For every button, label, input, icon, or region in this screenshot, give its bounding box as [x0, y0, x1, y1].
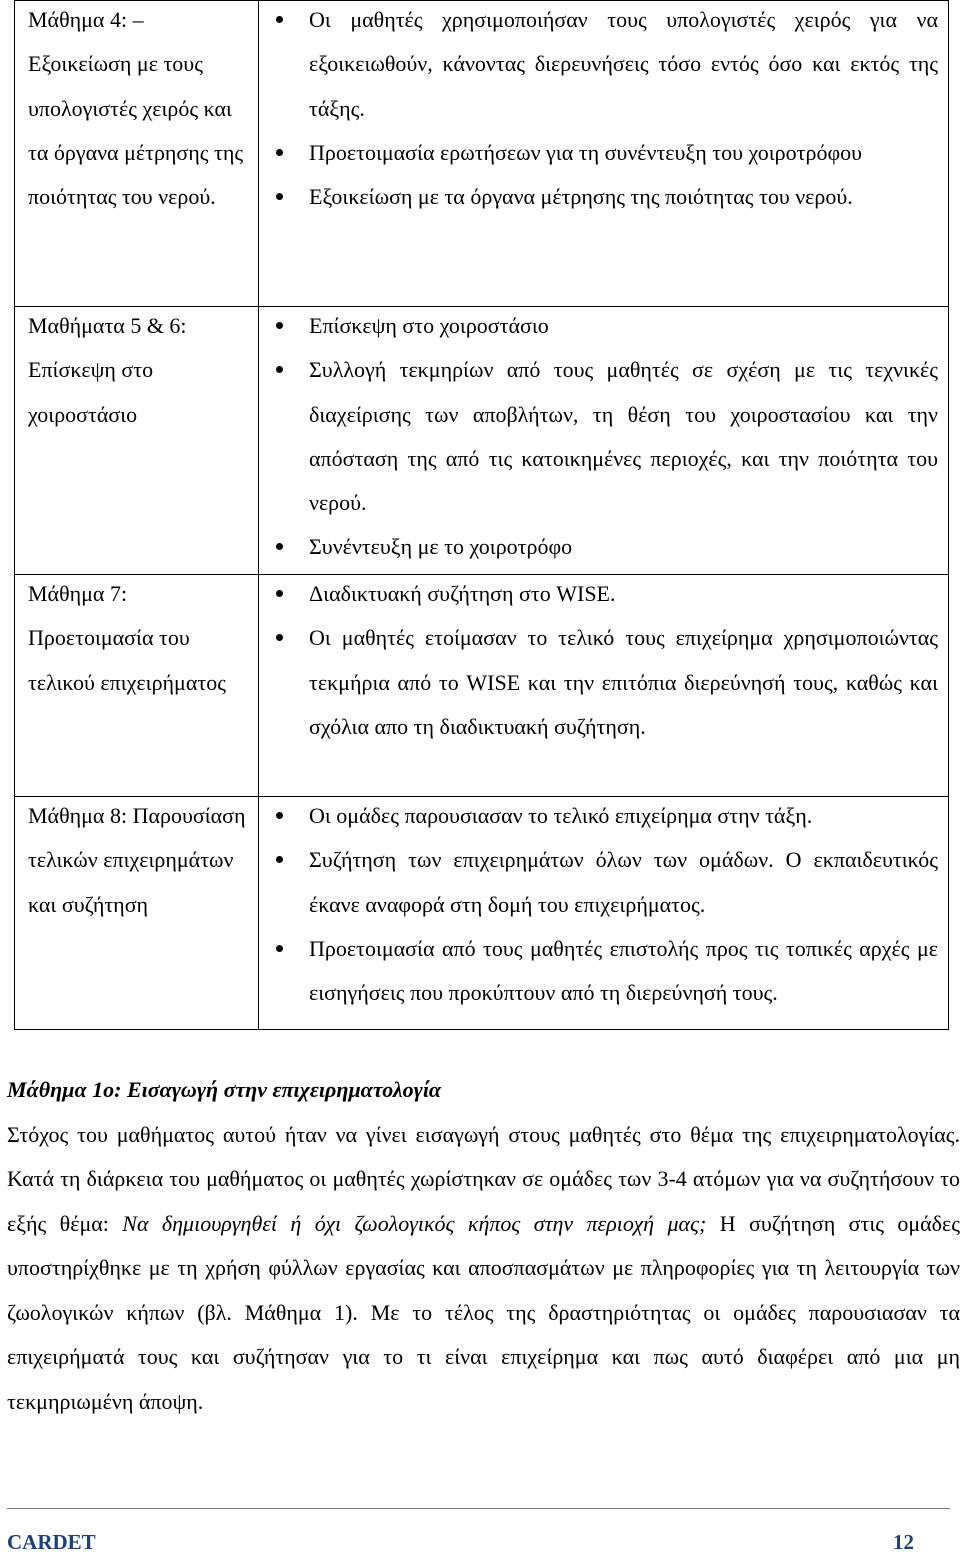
- lesson-description: [7, 1068, 960, 1424]
- footer-divider: [7, 1508, 950, 1509]
- activity-list: [259, 304, 938, 570]
- lesson-title-cell: [15, 575, 259, 797]
- lesson-plan-table: [14, 0, 949, 1030]
- activity-item: Οι μαθητές ετοίμασαν το τελικό τους επιχείρημα χρησιμοποιώντας τεκμήρια από το WISE και την επιτόπια διερεύνησή τους, καθώς και σχόλια απο τη διαδικτυακή συζήτηση.: [259, 616, 938, 749]
- activity-item: Οι μαθητές χρησιμοποιήσαν τους υπολογιστές χειρός για να εξοικειωθούν, κάνοντας διερευνήσεις τόσο εντός όσο και εκτός της τάξης.: [259, 0, 938, 131]
- lesson-title: Μάθημα 8: Παρουσίαση τελικών επιχειρημάτων και συζήτηση: [28, 803, 246, 917]
- section-paragraph: [7, 1113, 960, 1425]
- activity-list: [259, 572, 938, 749]
- activity-item: Συλλογή τεκμηρίων από τους μαθητές σε σχέση με τις τεχνικές διαχείρισης των αποβλήτων, τη θέση του χοιροστασίου και την απόσταση της από τις κατοικημένες περιοχές, και την ποιότητα του νερού.: [259, 348, 938, 525]
- activity-item: Συνέντευξη με το χοιροτρόφο: [259, 525, 938, 569]
- section-heading: Μάθημα 1ο: Εισαγωγή στην επιχειρηματολογία: [7, 1077, 442, 1102]
- lesson-activities-cell: [259, 797, 949, 1030]
- table-row: [15, 1, 949, 307]
- activity-list: [259, 794, 938, 1015]
- lesson-title: Μάθημα 7: Προετοιμασία του τελικού επιχειρήματος: [28, 581, 226, 695]
- lesson-title-cell: [15, 307, 259, 575]
- table-row: [15, 307, 949, 575]
- lesson-title: Μαθήματα 5 & 6: Επίσκεψη στο χοιροστάσιο: [28, 313, 187, 427]
- lesson-activities-cell: [259, 307, 949, 575]
- paragraph-text: Στόχος του μαθήματος αυτού ήταν να γίνει εισαγωγή στους μαθητές στο θέμα της επιχειρηματολογίας. Κατά τη διάρκεια του μαθήματος οι μαθητές χωρίστηκαν σε ομάδες των 3-4 ατόμων για να συζητήσουν το εξής θέμα:: [7, 1121, 960, 1236]
- footer-organization: CARDET: [7, 1530, 96, 1554]
- lesson-title: Μάθημα 4: – Εξοικείωση με τους υπολογιστές χειρός και τα όργανα μέτρησης της ποιότητας του νερού.: [28, 7, 244, 210]
- lesson-title-cell: [15, 1, 259, 307]
- activity-item: Επίσκεψη στο χοιροστάσιο: [259, 304, 938, 348]
- activity-item: Οι ομάδες παρουσιασαν το τελικό επιχείρημα στην τάξη.: [259, 794, 938, 838]
- activity-list: [259, 0, 938, 219]
- lesson-activities-cell: [259, 575, 949, 797]
- activity-item: Εξοικείωση με τα όργανα μέτρησης της ποιότητας του νερού.: [259, 175, 938, 219]
- discussion-topic: Να δημιουργηθεί ή όχι ζωολογικός κήπος στην περιοχή μας;: [122, 1210, 707, 1236]
- activity-item: Προετοιμασία από τους μαθητές επιστολής προς τις τοπικές αρχές με εισηγήσεις που προκύπτουν από τη διερεύνησή τους.: [259, 927, 938, 1016]
- table-row: [15, 797, 949, 1030]
- page-number: 12: [893, 1530, 914, 1554]
- lesson-title-cell: [15, 797, 259, 1030]
- activity-item: Διαδικτυακή συζήτηση στο WISE.: [259, 572, 938, 616]
- lesson-activities-cell: [259, 1, 949, 307]
- activity-item: Συζήτηση των επιχειρημάτων όλων των ομάδων. Ο εκπαιδευτικός έκανε αναφορά στη δομή του επιχειρήματος.: [259, 838, 938, 927]
- paragraph-text: Η συζήτηση στις ομάδες υποστηρίχθηκε με τη χρήση φύλλων εργασίας και αποσπασμάτων με πληροφορίες για τη λειτουργία των ζωολογικών κήπων (βλ. Μάθημα 1). Με το τέλος της δραστηριότητας οι ομάδες παρουσιασαν τα επιχειρήματά τους και συζήτησαν για το τι είναι επιχείρημα και πως αυτό διαφέρει από μια μη τεκμηριωμένη άποψη.: [7, 1210, 960, 1414]
- activity-item: Προετοιμασία ερωτήσεων για τη συνέντευξη του χοιροτρόφου: [259, 131, 938, 175]
- table-row: [15, 575, 949, 797]
